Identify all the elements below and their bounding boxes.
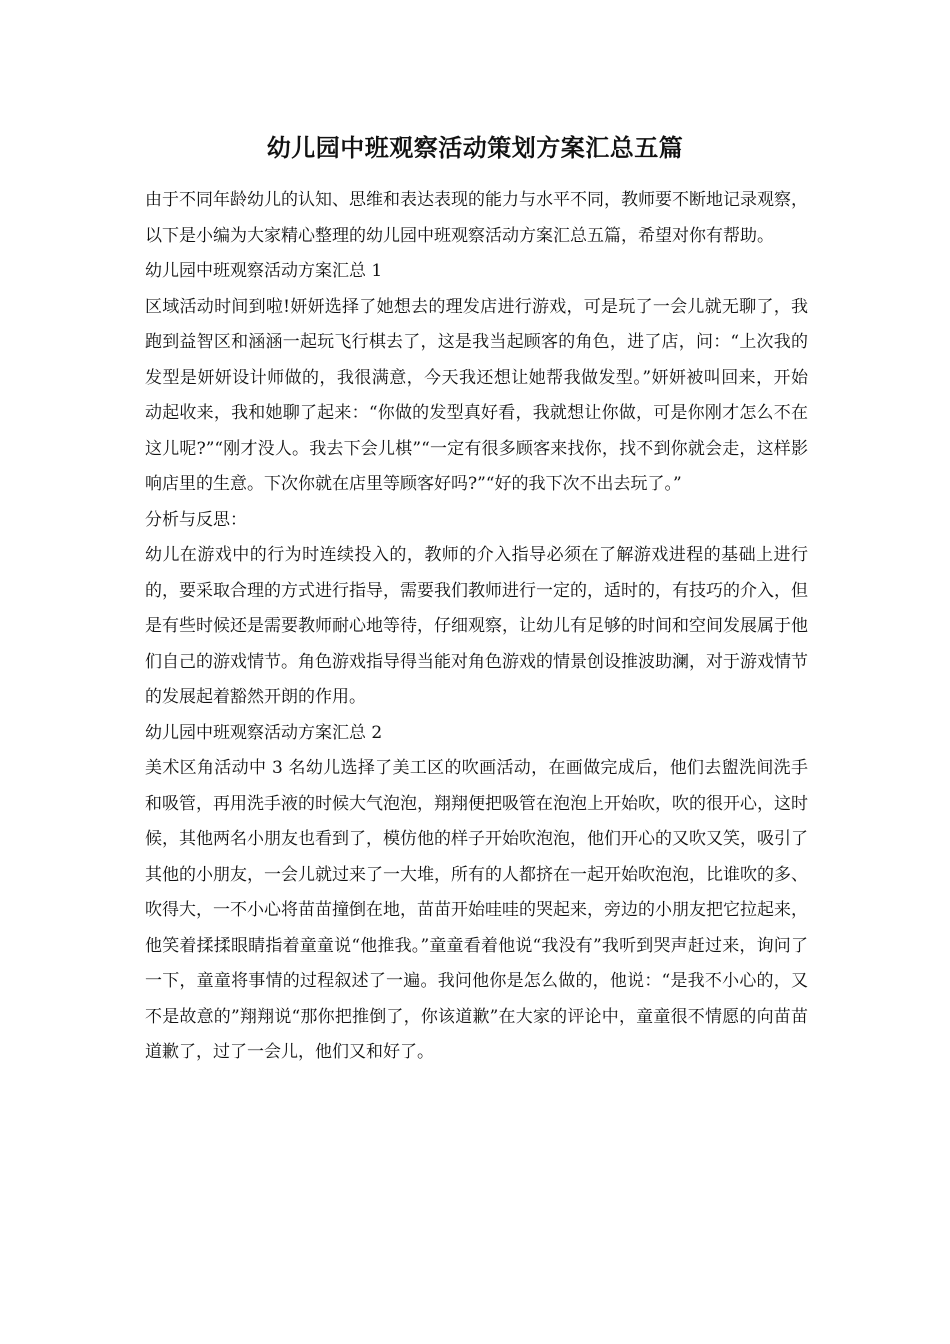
body-paragraph: 幼儿在游戏中的行为时连续投入的，教师的介入指导必须在了解游戏进程的基础上进行的，要采取合理的方式进行指导，需要我们教师进行一定的，适时的，有技巧的介入，但是有些时候还是需要教师耐心地等待，仔细观察，让幼儿有足够的时间和空间发展属于他们自己的游戏情节。角色游戏指导得当能对角色游戏的情景创设推波助澜，对于游戏情节的发展起着豁然开朗的作用。	[145, 545, 808, 707]
section-heading-1: 幼儿园中班观察活动方案汇总 1	[145, 261, 383, 281]
document-title: 幼儿园中班观察活动策划方案汇总五篇	[266, 133, 684, 162]
intro-paragraph: 由于不同年龄幼儿的认知、思维和表达表现的能力与水平不同，教师要不断地记录观察，以下是小编为大家精心整理的幼儿园中班观察活动方案汇总五篇，希望对你有帮助。	[145, 190, 808, 246]
body-paragraph: 美术区角活动中 3 名幼儿选择了美工区的吹画活动，在画做完成后，他们去盥洗间洗手和吸管，再用洗手液的时候大气泡泡，翔翔便把吸管在泡泡上开始吹，吹的很开心，这时候，其他两名小朋友也看到了，模仿他的样子开始吹泡泡，他们开心的又吹又笑，吸引了其他的小朋友，一会儿就过来了一大堆，所有的人都挤在一起开始吹泡泡，比谁吹的多、吹得大，一不小心将苗苗撞倒在地，苗苗开始哇哇的哭起来，旁边的小朋友把它拉起来，他笑着揉揉眼睛指着童童说“他推我。”童童看着他说“我没有”我听到哭声赶过来，询问了一下，童童将事情的过程叙述了一遍。我问他你是怎么做的，他说：“是我不小心的，又不是故意的”翔翔说“那你把推倒了，你该道歉”在大家的评论中，童童很不情愿的向苗苗道歉了，过了一会儿，他们又和好了。	[145, 758, 808, 1062]
analysis-heading: 分析与反思：	[145, 509, 247, 530]
section-heading-2: 幼儿园中班观察活动方案汇总 2	[145, 722, 383, 743]
body-paragraph: 区域活动时间到啦!妍妍选择了她想去的理发店进行游戏，可是玩了一会儿就无聊了，我跑到益智区和涵涵一起玩飞行棋去了，这是我当起顾客的角色，进了店，问：“上次我的发型是妍妍设计师做的，我很满意，今天我还想让她帮我做发型。”妍妍被叫回来，开始动起收来，我和她聊了起来：“你做的发型真好看，我就想让你做，可是你刚才怎么不在这儿呢?”“刚才没人。我去下会儿棋”“一定有很多顾客来找你，找不到你就会走，这样影响店里的生意。下次你就在店里等顾客好吗?”“好的我下次不出去玩了。”	[145, 296, 808, 494]
document-body	[145, 183, 808, 1071]
